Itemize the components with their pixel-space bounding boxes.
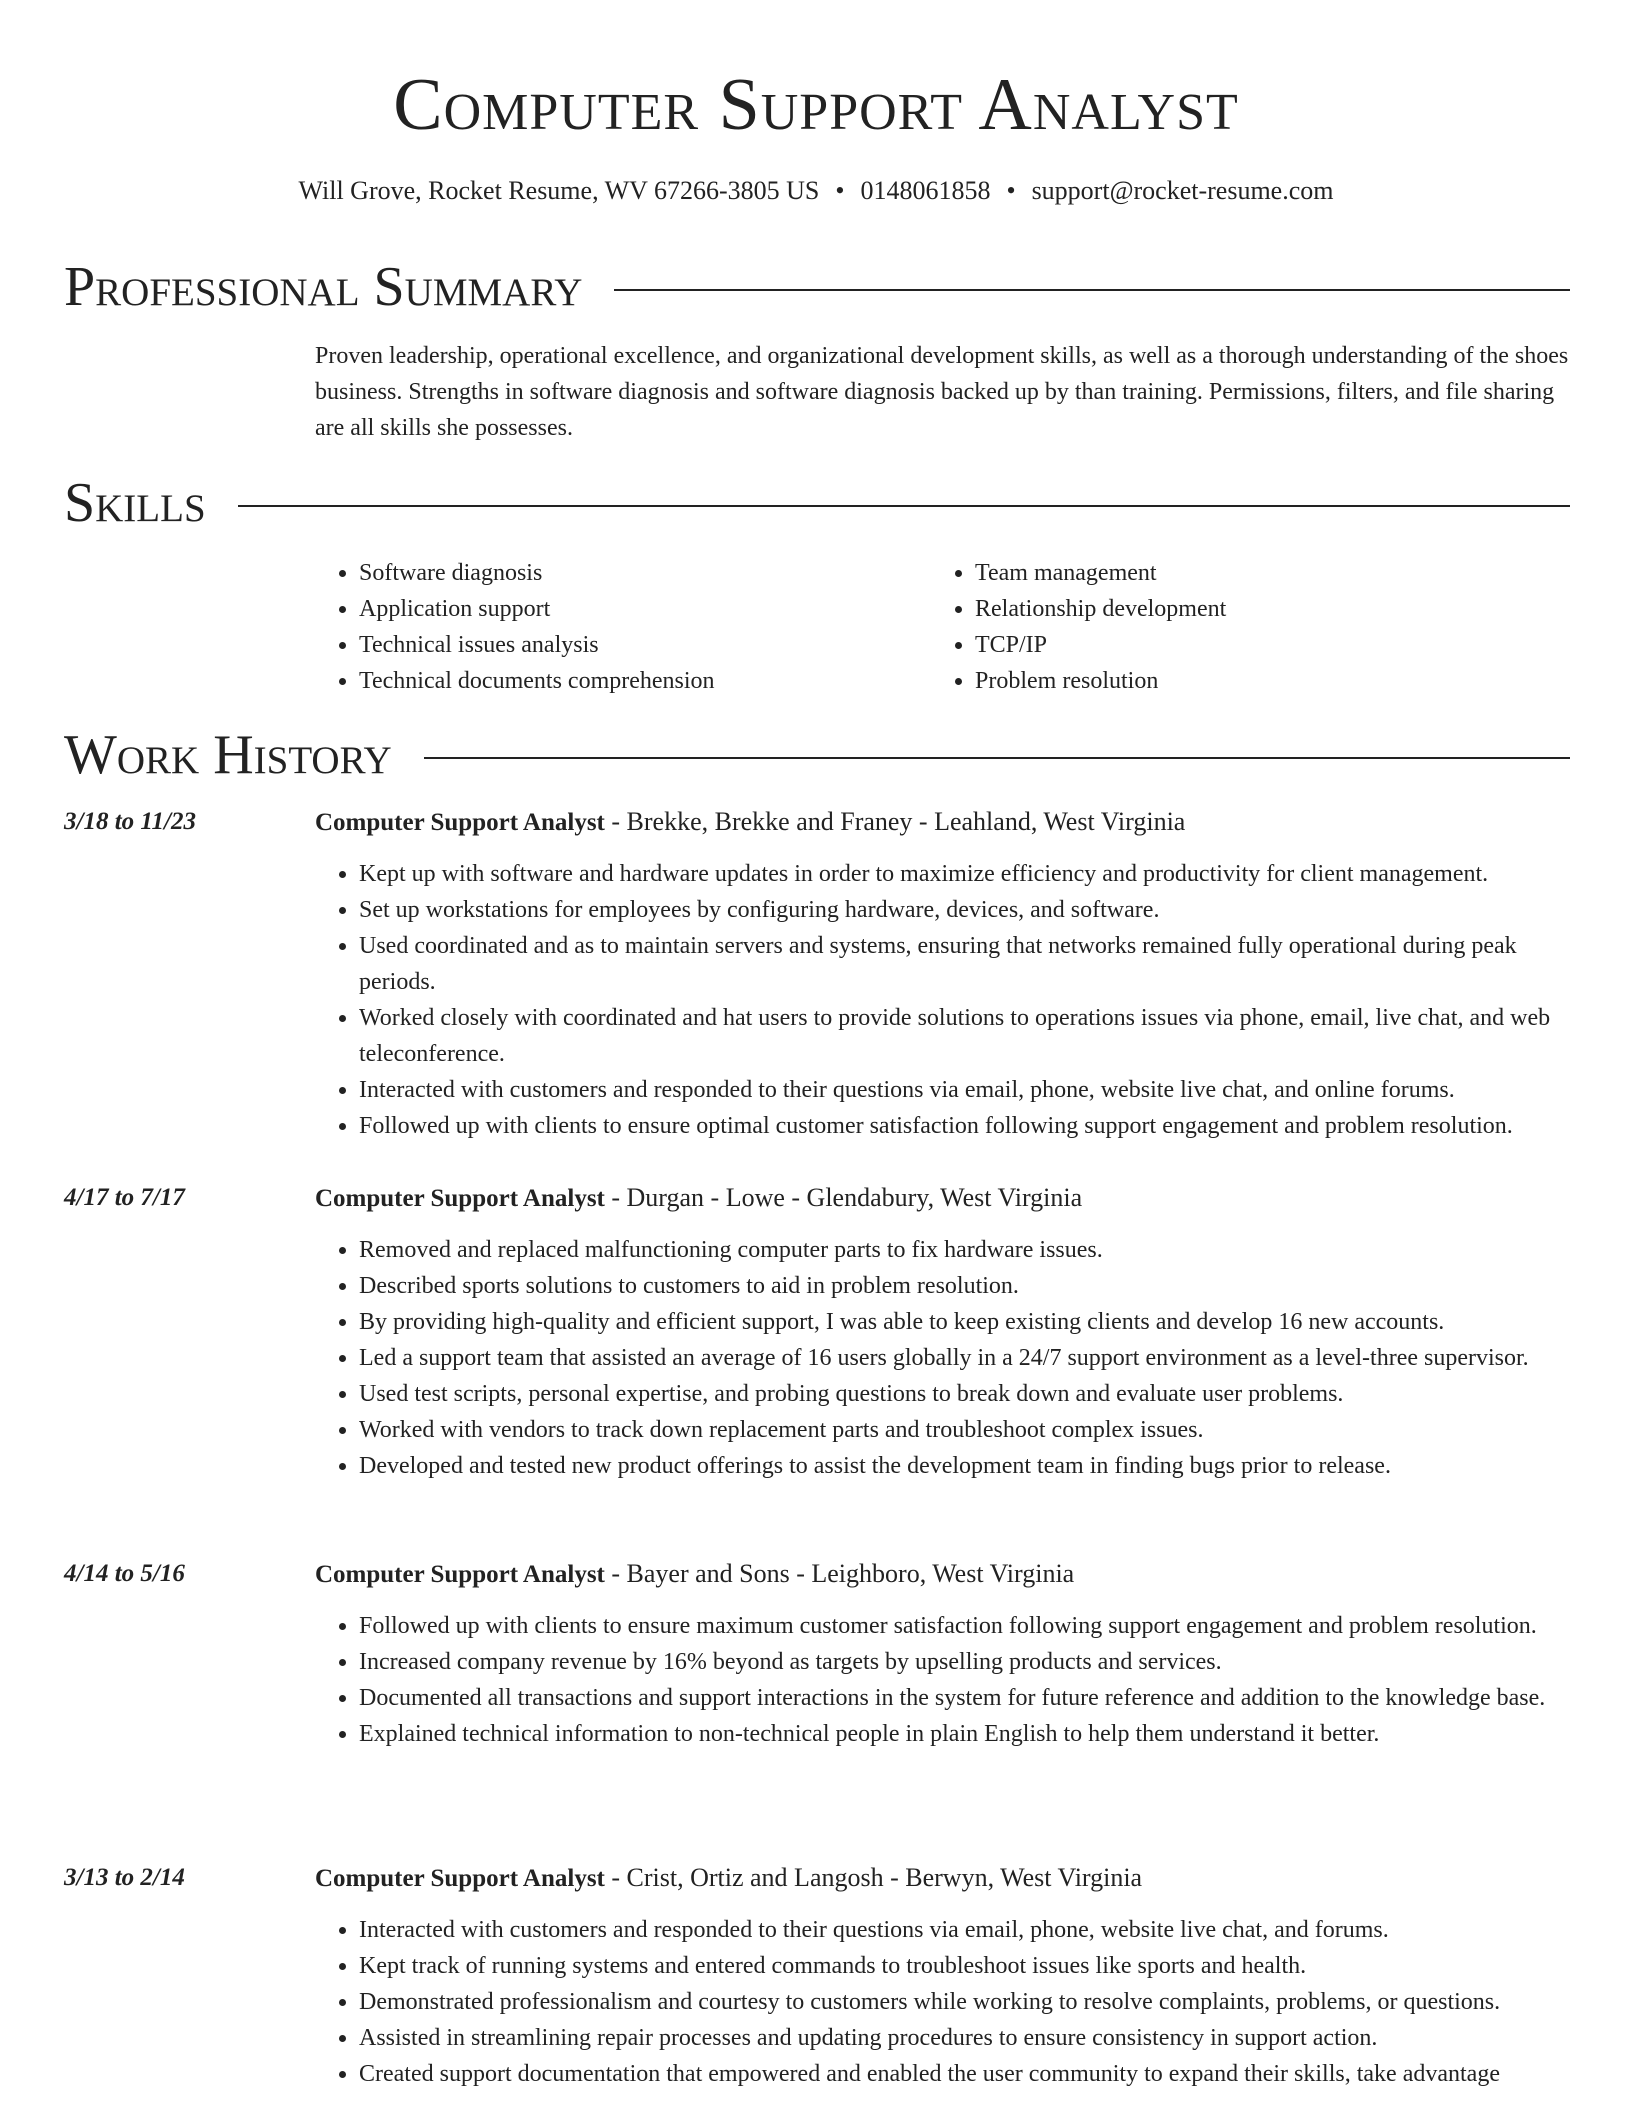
resume-title: Computer Support Analyst bbox=[393, 64, 1239, 146]
job-bullet: • Worked closely with coordinated and hat users to provide solutions to operations issues via phone, email, live chat, and web teleconference. bbox=[359, 1000, 1570, 1072]
job-title-line bbox=[315, 1860, 1142, 1897]
contact-email: support@rocket-resume.com bbox=[1031, 176, 1334, 205]
job-bullet: • Assisted in streamlining repair processes and updating procedures to ensure consistency in support action. bbox=[359, 2020, 1570, 2056]
contact-line bbox=[0, 174, 1632, 208]
job-bullet: • Kept track of running systems and entered commands to troubleshoot issues like sports and health. bbox=[359, 1948, 1570, 1984]
job-bullets bbox=[315, 1912, 1570, 2092]
job-employer: - Durgan - Lowe - Glendabury, West Virginia bbox=[604, 1183, 1083, 1212]
job-bullet: • Explained technical information to non-technical people in plain English to help them understand it better. bbox=[359, 1716, 1570, 1752]
job-bullet: • Worked with vendors to track down replacement parts and troubleshoot complex issues. bbox=[359, 1412, 1570, 1448]
job-bullet: • Increased company revenue by 16% beyond as targets by upselling products and services. bbox=[359, 1644, 1570, 1680]
summary-heading bbox=[64, 255, 1570, 319]
job-bullet: • Used test scripts, personal expertise, and probing questions to break down and evaluate user problems. bbox=[359, 1376, 1570, 1412]
section-title-skills: Skills bbox=[64, 472, 206, 534]
skills-heading bbox=[64, 471, 1570, 535]
skills-column-2 bbox=[931, 555, 1226, 699]
job-bullet: • Used coordinated and as to maintain servers and systems, ensuring that networks remained fully operational during peak periods. bbox=[359, 928, 1570, 1000]
job-employer: - Crist, Ortiz and Langosh - Berwyn, West Virginia bbox=[604, 1863, 1143, 1892]
contact-phone: 0148061858 bbox=[860, 176, 991, 205]
job-bullets bbox=[315, 856, 1570, 1144]
job-dates: 4/14 to 5/16 bbox=[64, 1560, 185, 1587]
separator-dot: • bbox=[1006, 176, 1016, 205]
job-bullet: • Demonstrated professionalism and courtesy to customers while working to resolve complaints, problems, or questions. bbox=[359, 1984, 1570, 2020]
job-title: Computer Support Analyst bbox=[315, 1561, 605, 1588]
job-bullet: • Described sports solutions to customers to aid in problem resolution. bbox=[359, 1268, 1570, 1304]
job-bullet: • Interacted with customers and responded to their questions via email, phone, website live chat, and online forums. bbox=[359, 1072, 1570, 1108]
skill-item: • Team management bbox=[975, 555, 1226, 591]
skill-item: • Relationship development bbox=[975, 591, 1226, 627]
job-bullet: • Documented all transactions and support interactions in the system for future reference and addition to the knowledge base. bbox=[359, 1680, 1570, 1716]
job-employer: - Brekke, Brekke and Franey - Leahland, West Virginia bbox=[604, 807, 1186, 836]
job-bullet: • Led a support team that assisted an average of 16 users globally in a 24/7 support environment as a level-three supervisor. bbox=[359, 1340, 1570, 1376]
job-bullet: • Followed up with clients to ensure maximum customer satisfaction following support engagement and problem resolution. bbox=[359, 1608, 1570, 1644]
job-bullets bbox=[315, 1232, 1570, 1484]
summary-text: Proven leadership, operational excellence, and organizational development skills, as well as a thorough understanding of the shoes business. Strengths in software diagnosis and software diagnosis backed up by than training. Permissions, filters, and file sharing are all skills she possesses. bbox=[315, 343, 1569, 441]
contact-address: Will Grove, Rocket Resume, WV 67266-3805 US bbox=[298, 176, 820, 205]
skill-item: • Problem resolution bbox=[975, 663, 1226, 699]
job-dates: 3/13 to 2/14 bbox=[64, 1864, 185, 1891]
skill-item: • TCP/IP bbox=[975, 627, 1226, 663]
work-heading bbox=[64, 723, 1570, 787]
job-bullet: • Created support documentation that empowered and enabled the user community to expand their skills, take advantage bbox=[359, 2056, 1570, 2092]
section-title-work: Work History bbox=[64, 724, 392, 786]
skill-item: • Application support bbox=[359, 591, 931, 627]
job-bullet: • Followed up with clients to ensure optimal customer satisfaction following support engagement and problem resolution. bbox=[359, 1108, 1570, 1144]
job-bullet: • Interacted with customers and responded to their questions via email, phone, website live chat, and forums. bbox=[359, 1912, 1570, 1948]
skills-column-1 bbox=[315, 555, 931, 699]
job-dates: 4/17 to 7/17 bbox=[64, 1184, 185, 1211]
job-title-line bbox=[315, 1556, 1074, 1593]
job-title: Computer Support Analyst bbox=[315, 1865, 605, 1892]
job-title-line bbox=[315, 804, 1185, 841]
job-bullet: • Set up workstations for employees by configuring hardware, devices, and software. bbox=[359, 892, 1570, 928]
skill-item: • Technical documents comprehension bbox=[359, 663, 931, 699]
separator-dot: • bbox=[835, 176, 845, 205]
skill-item: • Technical issues analysis bbox=[359, 627, 931, 663]
job-bullet: • Developed and tested new product offerings to assist the development team in finding bugs prior to release. bbox=[359, 1448, 1570, 1484]
job-title-line bbox=[315, 1180, 1082, 1217]
section-divider bbox=[238, 505, 1570, 507]
job-title: Computer Support Analyst bbox=[315, 1185, 605, 1212]
skill-item: • Software diagnosis bbox=[359, 555, 931, 591]
job-bullets bbox=[315, 1608, 1570, 1752]
job-title: Computer Support Analyst bbox=[315, 809, 605, 836]
section-divider bbox=[614, 289, 1570, 291]
job-bullet: • Removed and replaced malfunctioning computer parts to fix hardware issues. bbox=[359, 1232, 1570, 1268]
section-divider bbox=[424, 757, 1570, 759]
skills-list bbox=[315, 555, 1570, 699]
job-employer: - Bayer and Sons - Leighboro, West Virginia bbox=[604, 1559, 1075, 1588]
job-bullet: • By providing high-quality and efficient support, I was able to keep existing clients and develop 16 new accounts. bbox=[359, 1304, 1570, 1340]
job-bullet: • Kept up with software and hardware updates in order to maximize efficiency and productivity for client management. bbox=[359, 856, 1570, 892]
job-dates: 3/18 to 11/23 bbox=[64, 808, 196, 835]
section-title-summary: Professional Summary bbox=[64, 256, 583, 318]
